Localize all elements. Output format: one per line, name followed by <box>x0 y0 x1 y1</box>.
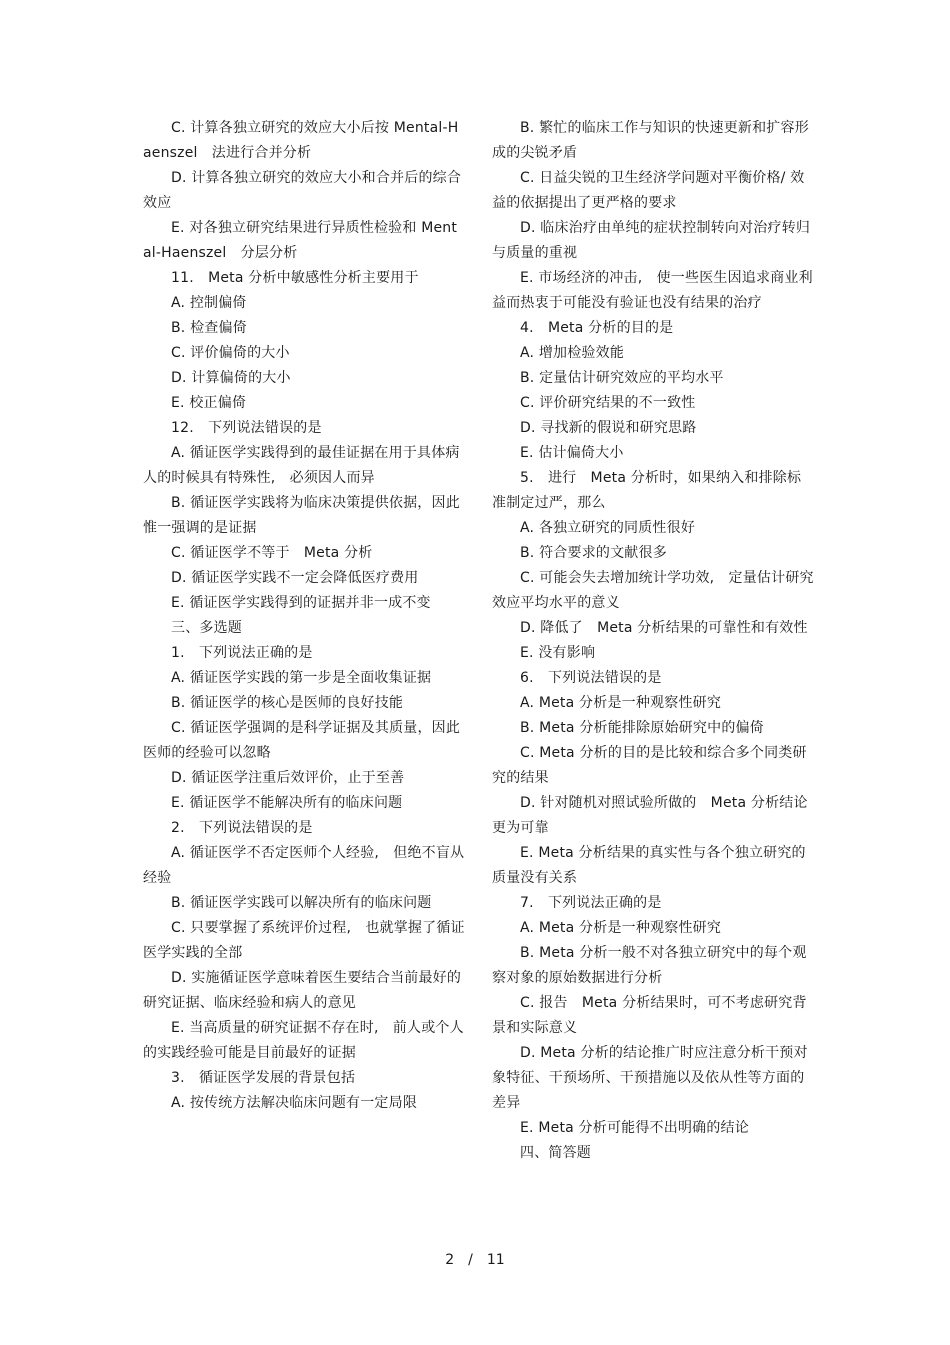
text-line: 7. 下列说法正确的是 <box>520 895 662 911</box>
text-line: B. 循证医学的核心是医师的良好技能 <box>171 695 404 711</box>
text-line: A. 按传统方法解决临床问题有一定局限 <box>171 1095 418 1111</box>
text-line: E. 对各独立研究结果进行异质性检验和 Mental-Haenszel 分层分析 <box>143 220 458 261</box>
text-line: C. 评价偏倚的大小 <box>171 345 290 361</box>
text-line: D. 寻找新的假说和研究思路 <box>520 420 697 436</box>
text-line: D. 循证医学注重后效评价，止于至善 <box>171 770 405 786</box>
text-line: 5. 进行 Meta 分析时，如果纳入和排除标准制定过严，那么 <box>492 470 802 511</box>
text-line: E. Meta 分析可能得不出明确的结论 <box>520 1120 749 1136</box>
text-line: 四、简答题 <box>520 1145 591 1161</box>
text-line: D. 降低了 Meta 分析结果的可靠性和有效性 <box>520 620 808 636</box>
text-line: D. 针对随机对照试验所做的 Meta 分析结论更为可靠 <box>492 795 808 836</box>
text-line: A. 循证医学实践的第一步是全面收集证据 <box>171 670 432 686</box>
text-line: 11. Meta 分析中敏感性分析主要用于 <box>171 270 419 286</box>
text-line: B. 符合要求的文献很多 <box>520 545 667 561</box>
text-line: C. 只要掌握了系统评价过程, 也就掌握了循证医学实践的全部 <box>143 920 465 961</box>
text-line: B. Meta 分析一般不对各独立研究中的每个观察对象的原始数据进行分析 <box>492 945 807 986</box>
text-line: C. 评价研究结果的不一致性 <box>520 395 696 411</box>
text-line: C. 日益尖锐的卫生经济学问题对平衡价格/ 效益的依据提出了更严格的要求 <box>492 170 805 211</box>
text-line: C. 循证医学强调的是科学证据及其质量，因此医师的经验可以忽略 <box>143 720 461 761</box>
text-line: D. Meta 分析的结论推广时应注意分析干预对象特征、干预场所、干预措施以及依从性等方面的差异 <box>492 1045 808 1111</box>
text-line: A. Meta 分析是一种观察性研究 <box>520 920 722 936</box>
text-line: C. 报告 Meta 分析结果时，可不考虑研究背景和实际意义 <box>492 995 807 1036</box>
text-line: E. 校正偏倚 <box>171 395 247 411</box>
text-line: D. 循证医学实践不一定会降低医疗费用 <box>171 570 419 586</box>
text-line: C. 可能会失去增加统计学功效, 定量估计研究效应平均水平的意义 <box>492 570 814 611</box>
text-line: E. 估计偏倚大小 <box>520 445 624 461</box>
text-line: B. 检查偏倚 <box>171 320 247 336</box>
text-line: B. 循证医学实践将为临床决策提供依据，因此惟一强调的是证据 <box>143 495 460 536</box>
text-line: C. 循证医学不等于 Meta 分析 <box>171 545 373 561</box>
text-line: E. 循证医学实践得到的证据并非一成不变 <box>171 595 431 611</box>
page-number: 2 / 11 <box>445 1252 505 1268</box>
right-column <box>492 116 814 1166</box>
text-line: 2. 下列说法错误的是 <box>171 820 313 836</box>
text-line: 12. 下列说法错误的是 <box>171 420 322 436</box>
text-line: A. 循证医学实践得到的最佳证据在用于具体病人的时候具有特殊性, 必须因人而异 <box>143 445 460 486</box>
text-line: 3. 循证医学发展的背景包括 <box>171 1070 356 1086</box>
text-line: C. 计算各独立研究的效应大小后按 Mental-Haenszel 法进行合并分析 <box>143 120 459 161</box>
text-line: E. 当高质量的研究证据不存在时, 前人或个人的实践经验可能是目前最好的证据 <box>143 1020 464 1061</box>
text-line: 1. 下列说法正确的是 <box>171 645 313 661</box>
text-line: A. 各独立研究的同质性很好 <box>520 520 696 536</box>
left-column <box>143 116 465 1116</box>
text-line: B. 定量估计研究效应的平均水平 <box>520 370 724 386</box>
text-line: E. 市场经济的冲击, 使一些医生因追求商业利益而热衷于可能没有验证也没有结果的治疗 <box>492 270 813 311</box>
text-line: E. 没有影响 <box>520 645 596 661</box>
text-line: D. 临床治疗由单纯的症状控制转向对治疗转归与质量的重视 <box>492 220 811 261</box>
text-line: B. 繁忙的临床工作与知识的快速更新和扩容形成的尖锐矛盾 <box>492 120 809 161</box>
text-line: B. Meta 分析能排除原始研究中的偏倚 <box>520 720 764 736</box>
text-line: A. 循证医学不否定医师个人经验, 但绝不盲从经验 <box>143 845 465 886</box>
text-line: D. 计算各独立研究的效应大小和合并后的综合效应 <box>143 170 462 211</box>
text-line: E. 循证医学不能解决所有的临床问题 <box>171 795 403 811</box>
text-line: C. Meta 分析的目的是比较和综合多个同类研究的结果 <box>492 745 807 786</box>
text-line: 三、多选题 <box>171 620 242 636</box>
text-line: D. 计算偏倚的大小 <box>171 370 291 386</box>
text-line: 6. 下列说法错误的是 <box>520 670 662 686</box>
text-line: B. 循证医学实践可以解决所有的临床问题 <box>171 895 432 911</box>
text-line: 4. Meta 分析的目的是 <box>520 320 674 336</box>
text-line: D. 实施循证医学意味着医生要结合当前最好的研究证据、临床经验和病人的意见 <box>143 970 462 1011</box>
text-line: A. 增加检验效能 <box>520 345 625 361</box>
text-line: E. Meta 分析结果的真实性与各个独立研究的质量没有关系 <box>492 845 806 886</box>
text-line: A. 控制偏倚 <box>171 295 247 311</box>
text-line: A. Meta 分析是一种观察性研究 <box>520 695 722 711</box>
